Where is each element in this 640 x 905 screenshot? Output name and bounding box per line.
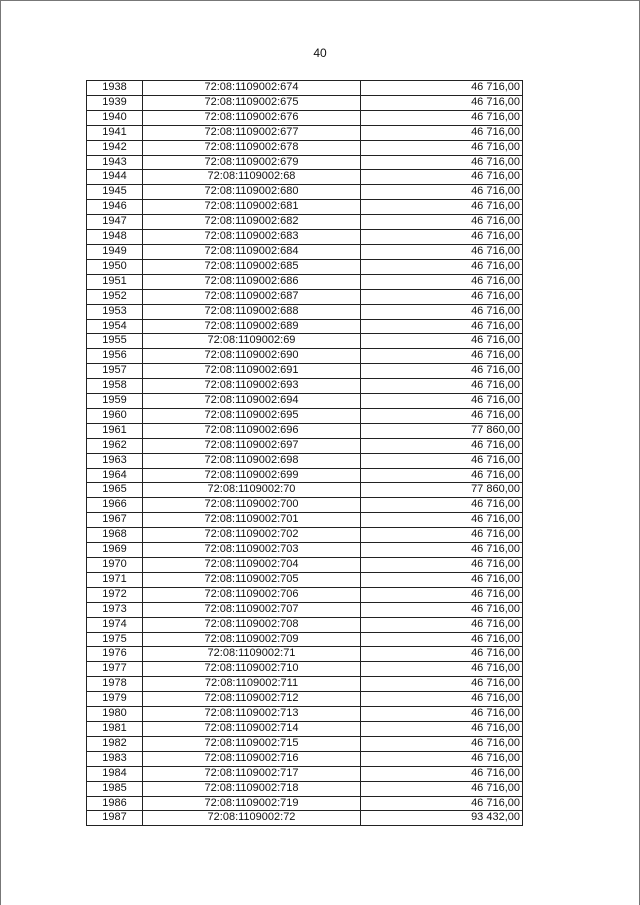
row-number: 1980: [87, 707, 143, 722]
table-row: [87, 781, 523, 796]
cadastral-value: 46 716,00: [361, 796, 523, 811]
table-row: [87, 140, 523, 155]
cadastral-number: 72:08:1109002:690: [143, 349, 361, 364]
table-row: [87, 528, 523, 543]
cadastral-value: 46 716,00: [361, 319, 523, 334]
cadastral-number: 72:08:1109002:695: [143, 408, 361, 423]
cadastral-number: 72:08:1109002:697: [143, 438, 361, 453]
cadastral-number: 72:08:1109002:694: [143, 394, 361, 409]
row-number: 1965: [87, 483, 143, 498]
table-row: [87, 215, 523, 230]
table-row: [87, 319, 523, 334]
row-number: 1949: [87, 244, 143, 259]
cadastral-number: 72:08:1109002:689: [143, 319, 361, 334]
scan-edge-top: [0, 0, 640, 1]
row-number: 1955: [87, 334, 143, 349]
row-number: 1970: [87, 558, 143, 573]
cadastral-value: 46 716,00: [361, 662, 523, 677]
row-number: 1947: [87, 215, 143, 230]
cadastral-value: 77 860,00: [361, 483, 523, 498]
cadastral-value: 46 716,00: [361, 274, 523, 289]
cadastral-number: 72:08:1109002:71: [143, 647, 361, 662]
cadastral-value: 46 716,00: [361, 334, 523, 349]
cadastral-value: 46 716,00: [361, 155, 523, 170]
row-number: 1941: [87, 125, 143, 140]
cadastral-number: 72:08:1109002:70: [143, 483, 361, 498]
cadastral-value: 46 716,00: [361, 125, 523, 140]
cadastral-number: 72:08:1109002:68: [143, 170, 361, 185]
cadastral-value: 46 716,00: [361, 394, 523, 409]
cadastral-number: 72:08:1109002:72: [143, 811, 361, 826]
table-row: [87, 468, 523, 483]
table-row: [87, 617, 523, 632]
row-number: 1987: [87, 811, 143, 826]
table-row: [87, 200, 523, 215]
cadastral-value: 46 716,00: [361, 513, 523, 528]
row-number: 1967: [87, 513, 143, 528]
table-row: [87, 692, 523, 707]
row-number: 1956: [87, 349, 143, 364]
cadastral-value: 46 716,00: [361, 692, 523, 707]
row-number: 1942: [87, 140, 143, 155]
row-number: 1957: [87, 364, 143, 379]
table-row: [87, 751, 523, 766]
cadastral-number: 72:08:1109002:691: [143, 364, 361, 379]
row-number: 1962: [87, 438, 143, 453]
scan-edge-left: [0, 0, 1, 905]
row-number: 1969: [87, 543, 143, 558]
row-number: 1940: [87, 110, 143, 125]
row-number: 1948: [87, 230, 143, 245]
table-row: [87, 483, 523, 498]
row-number: 1966: [87, 498, 143, 513]
row-number: 1953: [87, 304, 143, 319]
cadastral-number: 72:08:1109002:69: [143, 334, 361, 349]
table-row: [87, 498, 523, 513]
row-number: 1986: [87, 796, 143, 811]
table-row: [87, 543, 523, 558]
cadastral-number: 72:08:1109002:716: [143, 751, 361, 766]
table-row: [87, 587, 523, 602]
cadastral-number: 72:08:1109002:698: [143, 453, 361, 468]
cadastral-number: 72:08:1109002:713: [143, 707, 361, 722]
table-row: [87, 423, 523, 438]
table-row: [87, 602, 523, 617]
cadastral-number: 72:08:1109002:707: [143, 602, 361, 617]
cadastral-number: 72:08:1109002:677: [143, 125, 361, 140]
row-number: 1985: [87, 781, 143, 796]
cadastral-value: 46 716,00: [361, 140, 523, 155]
row-number: 1968: [87, 528, 143, 543]
cadastral-number: 72:08:1109002:712: [143, 692, 361, 707]
cadastral-number: 72:08:1109002:710: [143, 662, 361, 677]
cadastral-value: 46 716,00: [361, 200, 523, 215]
cadastral-value: 46 716,00: [361, 602, 523, 617]
cadastral-value: 46 716,00: [361, 349, 523, 364]
row-number: 1950: [87, 259, 143, 274]
table-row: [87, 274, 523, 289]
table-row: [87, 364, 523, 379]
row-number: 1979: [87, 692, 143, 707]
cadastral-number: 72:08:1109002:675: [143, 95, 361, 110]
table-row: [87, 379, 523, 394]
cadastral-value: 46 716,00: [361, 379, 523, 394]
table-row: [87, 155, 523, 170]
table-row: [87, 408, 523, 423]
cadastral-value: 46 716,00: [361, 81, 523, 96]
cadastral-value: 46 716,00: [361, 185, 523, 200]
row-number: 1959: [87, 394, 143, 409]
cadastral-number: 72:08:1109002:682: [143, 215, 361, 230]
row-number: 1961: [87, 423, 143, 438]
cadastral-value: 46 716,00: [361, 558, 523, 573]
row-number: 1978: [87, 677, 143, 692]
cadastral-value: 46 716,00: [361, 677, 523, 692]
cadastral-value: 46 716,00: [361, 244, 523, 259]
table-row: [87, 304, 523, 319]
table-row: [87, 662, 523, 677]
row-number: 1975: [87, 632, 143, 647]
cadastral-value: 46 716,00: [361, 170, 523, 185]
cadastral-number: 72:08:1109002:686: [143, 274, 361, 289]
cadastral-value: 46 716,00: [361, 647, 523, 662]
cadastral-number: 72:08:1109002:676: [143, 110, 361, 125]
table-row: [87, 438, 523, 453]
cadastral-value: 46 716,00: [361, 364, 523, 379]
cadastral-value: 77 860,00: [361, 423, 523, 438]
table-row: [87, 394, 523, 409]
cadastral-number: 72:08:1109002:701: [143, 513, 361, 528]
row-number: 1946: [87, 200, 143, 215]
cadastral-value: 46 716,00: [361, 259, 523, 274]
row-number: 1982: [87, 736, 143, 751]
cadastral-number: 72:08:1109002:680: [143, 185, 361, 200]
registry-rows: [87, 81, 523, 826]
table-row: [87, 81, 523, 96]
row-number: 1983: [87, 751, 143, 766]
cadastral-number: 72:08:1109002:696: [143, 423, 361, 438]
table-row: [87, 647, 523, 662]
cadastral-number: 72:08:1109002:718: [143, 781, 361, 796]
page-number: 40: [313, 46, 327, 60]
table-row: [87, 185, 523, 200]
table-row: [87, 707, 523, 722]
table-row: [87, 572, 523, 587]
row-number: 1963: [87, 453, 143, 468]
table-row: [87, 230, 523, 245]
cadastral-number: 72:08:1109002:719: [143, 796, 361, 811]
cadastral-number: 72:08:1109002:683: [143, 230, 361, 245]
table-row: [87, 796, 523, 811]
row-number: 1977: [87, 662, 143, 677]
cadastral-value: 46 716,00: [361, 438, 523, 453]
table-row: [87, 677, 523, 692]
cadastral-value: 46 716,00: [361, 468, 523, 483]
table-row: [87, 453, 523, 468]
row-number: 1951: [87, 274, 143, 289]
row-number: 1981: [87, 721, 143, 736]
cadastral-value: 46 716,00: [361, 110, 523, 125]
cadastral-value: 46 716,00: [361, 572, 523, 587]
cadastral-number: 72:08:1109002:714: [143, 721, 361, 736]
cadastral-value: 46 716,00: [361, 498, 523, 513]
cadastral-number: 72:08:1109002:705: [143, 572, 361, 587]
table-row: [87, 334, 523, 349]
cadastral-value: 46 716,00: [361, 781, 523, 796]
row-number: 1958: [87, 379, 143, 394]
cadastral-number: 72:08:1109002:674: [143, 81, 361, 96]
cadastral-number: 72:08:1109002:708: [143, 617, 361, 632]
row-number: 1939: [87, 95, 143, 110]
cadastral-number: 72:08:1109002:681: [143, 200, 361, 215]
table-row: [87, 632, 523, 647]
table-row: [87, 244, 523, 259]
table-row: [87, 170, 523, 185]
row-number: 1960: [87, 408, 143, 423]
table-row: [87, 95, 523, 110]
cadastral-number: 72:08:1109002:704: [143, 558, 361, 573]
cadastral-value: 46 716,00: [361, 632, 523, 647]
cadastral-number: 72:08:1109002:715: [143, 736, 361, 751]
cadastral-number: 72:08:1109002:700: [143, 498, 361, 513]
row-number: 1974: [87, 617, 143, 632]
cadastral-number: 72:08:1109002:706: [143, 587, 361, 602]
table-row: [87, 558, 523, 573]
cadastral-value: 46 716,00: [361, 215, 523, 230]
cadastral-number: 72:08:1109002:678: [143, 140, 361, 155]
registry-table: [86, 80, 523, 826]
table-row: [87, 736, 523, 751]
row-number: 1943: [87, 155, 143, 170]
cadastral-value: 46 716,00: [361, 230, 523, 245]
cadastral-number: 72:08:1109002:709: [143, 632, 361, 647]
table-row: [87, 811, 523, 826]
cadastral-value: 46 716,00: [361, 304, 523, 319]
row-number: 1976: [87, 647, 143, 662]
cadastral-value: 46 716,00: [361, 617, 523, 632]
row-number: 1954: [87, 319, 143, 334]
row-number: 1938: [87, 81, 143, 96]
cadastral-value: 46 716,00: [361, 453, 523, 468]
table-row: [87, 721, 523, 736]
table-row: [87, 513, 523, 528]
cadastral-number: 72:08:1109002:703: [143, 543, 361, 558]
cadastral-number: 72:08:1109002:687: [143, 289, 361, 304]
row-number: 1964: [87, 468, 143, 483]
cadastral-value: 46 716,00: [361, 721, 523, 736]
cadastral-number: 72:08:1109002:684: [143, 244, 361, 259]
cadastral-value: 46 716,00: [361, 587, 523, 602]
cadastral-value: 46 716,00: [361, 408, 523, 423]
cadastral-number: 72:08:1109002:679: [143, 155, 361, 170]
row-number: 1952: [87, 289, 143, 304]
cadastral-number: 72:08:1109002:702: [143, 528, 361, 543]
row-number: 1984: [87, 766, 143, 781]
row-number: 1945: [87, 185, 143, 200]
row-number: 1972: [87, 587, 143, 602]
cadastral-value: 46 716,00: [361, 528, 523, 543]
cadastral-value: 46 716,00: [361, 543, 523, 558]
table-row: [87, 259, 523, 274]
cadastral-number: 72:08:1109002:717: [143, 766, 361, 781]
cadastral-value: 46 716,00: [361, 95, 523, 110]
cadastral-value: 46 716,00: [361, 707, 523, 722]
table-row: [87, 289, 523, 304]
cadastral-number: 72:08:1109002:693: [143, 379, 361, 394]
table-row: [87, 110, 523, 125]
cadastral-value: 46 716,00: [361, 751, 523, 766]
table-row: [87, 125, 523, 140]
row-number: 1944: [87, 170, 143, 185]
table-row: [87, 349, 523, 364]
cadastral-value: 46 716,00: [361, 289, 523, 304]
cadastral-value: 46 716,00: [361, 736, 523, 751]
row-number: 1971: [87, 572, 143, 587]
table-row: [87, 766, 523, 781]
cadastral-value: 46 716,00: [361, 766, 523, 781]
cadastral-number: 72:08:1109002:699: [143, 468, 361, 483]
cadastral-value: 93 432,00: [361, 811, 523, 826]
cadastral-number: 72:08:1109002:711: [143, 677, 361, 692]
cadastral-number: 72:08:1109002:685: [143, 259, 361, 274]
cadastral-number: 72:08:1109002:688: [143, 304, 361, 319]
row-number: 1973: [87, 602, 143, 617]
